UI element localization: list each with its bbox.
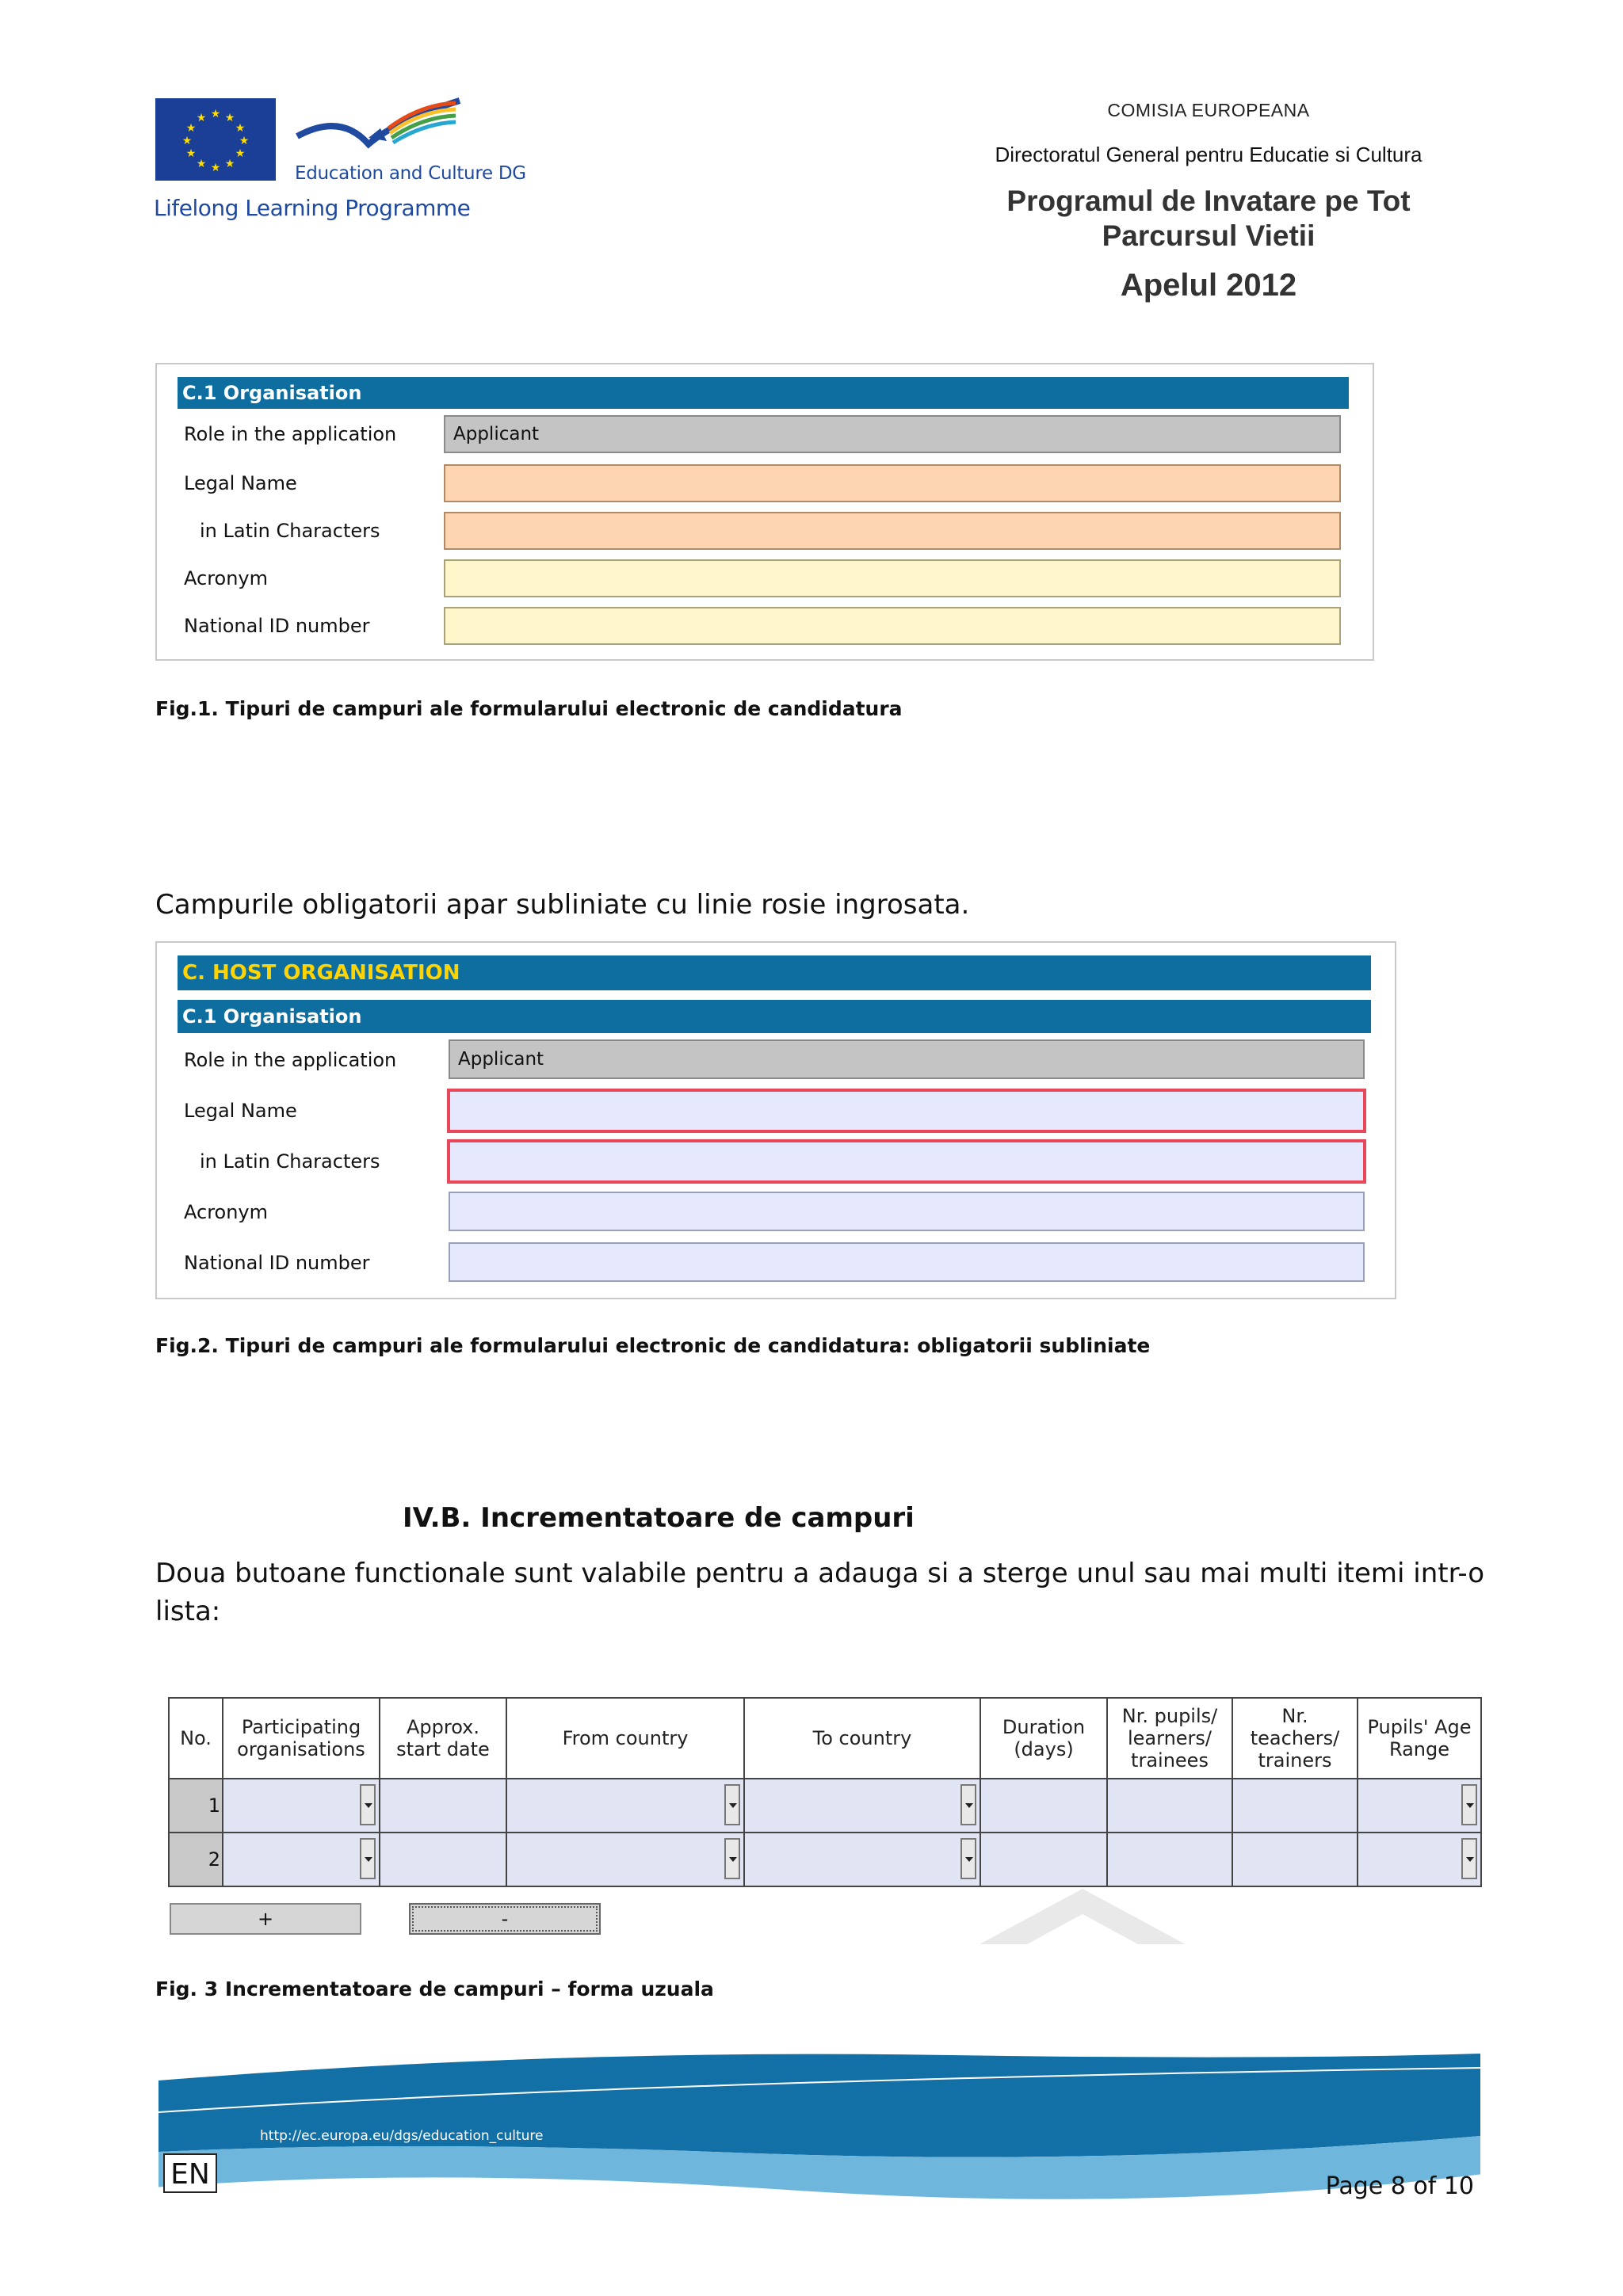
eu-stars-icon <box>155 98 276 181</box>
svg-text:★: ★ <box>235 121 246 134</box>
teachers-cell[interactable] <box>1232 1833 1358 1886</box>
col-start-date <box>380 1698 506 1779</box>
col-teachers-line1: Nr. <box>1281 1705 1308 1727</box>
col-age-range-line2: Range <box>1388 1738 1450 1760</box>
svg-text:★: ★ <box>210 161 221 174</box>
fig1-acronym-field[interactable] <box>444 559 1341 597</box>
dropdown-arrow-icon[interactable] <box>360 1784 376 1825</box>
pupils-cell[interactable] <box>1107 1779 1232 1833</box>
fig1-national-id-field[interactable] <box>444 607 1341 645</box>
fig2-latin-required-field[interactable] <box>447 1139 1366 1184</box>
fig3-caption: Fig. 3 Incrementatoare de campuri – forma uzuala <box>155 1978 714 2000</box>
fig1-label-acronym: Acronym <box>184 567 269 589</box>
col-pupils-line3: trainees <box>1131 1749 1209 1772</box>
section-ivb-text: Doua butoane functionale sunt valabile pentru a adauga si a sterge unul sau mai multi itemi intr-o lista: <box>155 1558 1485 1627</box>
fig2-legal-name-required-field[interactable] <box>447 1089 1366 1133</box>
fig1-latin-field[interactable] <box>444 512 1341 550</box>
participating-org-select[interactable] <box>223 1779 380 1833</box>
svg-text:★: ★ <box>224 111 235 124</box>
row-number: 1 <box>169 1779 223 1833</box>
fig2-caption: Fig.2. Tipuri de campuri ale formularului electronic de candidatura: obligatorii subliniate <box>155 1334 1151 1357</box>
fig1-label-role: Role in the application <box>184 423 397 445</box>
dropdown-arrow-icon[interactable] <box>960 1838 976 1879</box>
programme-title <box>951 184 1466 254</box>
col-duration-line1: Duration <box>1002 1716 1086 1738</box>
programme-title-line1: Programul de Invatare pe Tot <box>1006 185 1411 217</box>
col-from-country-text: From country <box>562 1727 689 1749</box>
commission-name: COMISIA EUROPEANA <box>1107 100 1310 120</box>
fig2-section-header: C.1 Organisation <box>178 1000 1371 1033</box>
fig1-label-legal-name: Legal Name <box>184 472 297 494</box>
svg-text:★: ★ <box>235 147 246 159</box>
svg-text:★: ★ <box>196 111 207 124</box>
col-to-country-text: To country <box>812 1727 912 1749</box>
language-badge: EN <box>163 2153 217 2193</box>
svg-text:★: ★ <box>224 157 235 170</box>
row-number: 2 <box>169 1833 223 1886</box>
svg-text:★: ★ <box>210 107 221 120</box>
table-row <box>169 1779 1481 1833</box>
page-number: Page 8 of 10 <box>1325 2172 1474 2200</box>
section-ivb-title: IV.B. Incrementatoare de campuri <box>403 1502 915 1534</box>
fig2-label-national-id: National ID number <box>184 1252 370 1274</box>
age-range-select[interactable] <box>1358 1833 1481 1886</box>
col-teachers-line3: trainers <box>1258 1749 1332 1772</box>
col-pupils-line2: learners/ <box>1127 1727 1212 1749</box>
col-no-text: No. <box>180 1727 212 1749</box>
dropdown-arrow-icon[interactable] <box>724 1784 740 1825</box>
eu-flag-logo <box>155 98 276 181</box>
fig1-role-field[interactable]: Applicant <box>444 415 1341 453</box>
dropdown-arrow-icon[interactable] <box>1461 1838 1477 1879</box>
col-age-range-line1: Pupils' Age <box>1367 1716 1472 1738</box>
fig3-header-row <box>169 1698 1481 1779</box>
fig1-legal-name-field[interactable] <box>444 464 1341 502</box>
mandatory-note: Campurile obligatorii apar subliniate cu linie rosie ingrosata. <box>155 889 970 921</box>
fig2-acronym-field[interactable] <box>449 1192 1365 1231</box>
fig2-label-latin: in Latin Characters <box>200 1150 380 1173</box>
col-age-range <box>1358 1698 1481 1779</box>
watermark-chevron <box>980 1889 1186 1944</box>
col-no <box>169 1698 223 1779</box>
fig2-national-id-field[interactable] <box>449 1242 1365 1282</box>
svg-text:★: ★ <box>181 134 193 147</box>
svg-text:★: ★ <box>185 121 197 134</box>
fig1-section-header: C.1 Organisation <box>178 377 1349 409</box>
col-duration-line2: (days) <box>1014 1738 1074 1760</box>
from-country-select[interactable] <box>506 1779 744 1833</box>
col-teachers-line2: teachers/ <box>1250 1727 1340 1749</box>
fig3-table <box>168 1697 1482 1887</box>
from-country-select[interactable] <box>506 1833 744 1886</box>
start-date-cell[interactable] <box>380 1779 506 1833</box>
participating-org-select[interactable] <box>223 1833 380 1886</box>
col-duration <box>980 1698 1107 1779</box>
programme-title-line2: Parcursul Vietii <box>1102 219 1316 252</box>
svg-text:★: ★ <box>196 157 207 170</box>
table-row <box>169 1833 1481 1886</box>
llp-swoosh-logo <box>293 97 468 160</box>
duration-cell[interactable] <box>980 1779 1107 1833</box>
col-participating-line2: organisations <box>237 1738 365 1760</box>
fig1-label-latin: in Latin Characters <box>200 520 380 542</box>
dropdown-arrow-icon[interactable] <box>360 1838 376 1879</box>
age-range-select[interactable] <box>1358 1779 1481 1833</box>
dropdown-arrow-icon[interactable] <box>724 1838 740 1879</box>
footer-url[interactable]: http://ec.europa.eu/dgs/education_culture <box>260 2128 544 2144</box>
add-row-button[interactable]: + <box>170 1903 361 1935</box>
col-pupils <box>1107 1698 1232 1779</box>
fig2-label-role: Role in the application <box>184 1049 397 1071</box>
dropdown-arrow-icon[interactable] <box>960 1784 976 1825</box>
to-country-select[interactable] <box>744 1779 980 1833</box>
call-year: Apelul 2012 <box>1120 268 1297 303</box>
fig1-label-national-id: National ID number <box>184 615 370 637</box>
fig1-caption: Fig.1. Tipuri de campuri ale formularului electronic de candidatura <box>155 697 903 720</box>
dropdown-arrow-icon[interactable] <box>1461 1784 1477 1825</box>
col-to-country <box>744 1698 980 1779</box>
to-country-select[interactable] <box>744 1833 980 1886</box>
fig2-label-acronym: Acronym <box>184 1201 269 1223</box>
svg-text:★: ★ <box>185 147 197 159</box>
fig2-role-field[interactable]: Applicant <box>449 1039 1365 1079</box>
remove-row-button[interactable]: - <box>409 1903 601 1935</box>
teachers-cell[interactable] <box>1232 1779 1358 1833</box>
col-from-country <box>506 1698 744 1779</box>
col-participating-organisations <box>223 1698 380 1779</box>
col-start-date-line2: start date <box>396 1738 490 1760</box>
col-start-date-line1: Approx. <box>406 1716 479 1738</box>
duration-cell[interactable] <box>980 1833 1107 1886</box>
col-participating-line1: Participating <box>241 1716 361 1738</box>
svg-text:★: ★ <box>239 134 250 147</box>
col-teachers <box>1232 1698 1358 1779</box>
fig2-label-legal-name: Legal Name <box>184 1100 297 1122</box>
dg-label: Education and Culture DG <box>295 163 526 184</box>
start-date-cell[interactable] <box>380 1833 506 1886</box>
pupils-cell[interactable] <box>1107 1833 1232 1886</box>
fig2-host-header: C. HOST ORGANISATION <box>178 955 1371 990</box>
programme-label: Lifelong Learning Programme <box>154 195 471 221</box>
directorate-name: Directoratul General pentru Educatie si Cultura <box>995 143 1423 166</box>
col-pupils-line1: Nr. pupils/ <box>1121 1705 1218 1727</box>
